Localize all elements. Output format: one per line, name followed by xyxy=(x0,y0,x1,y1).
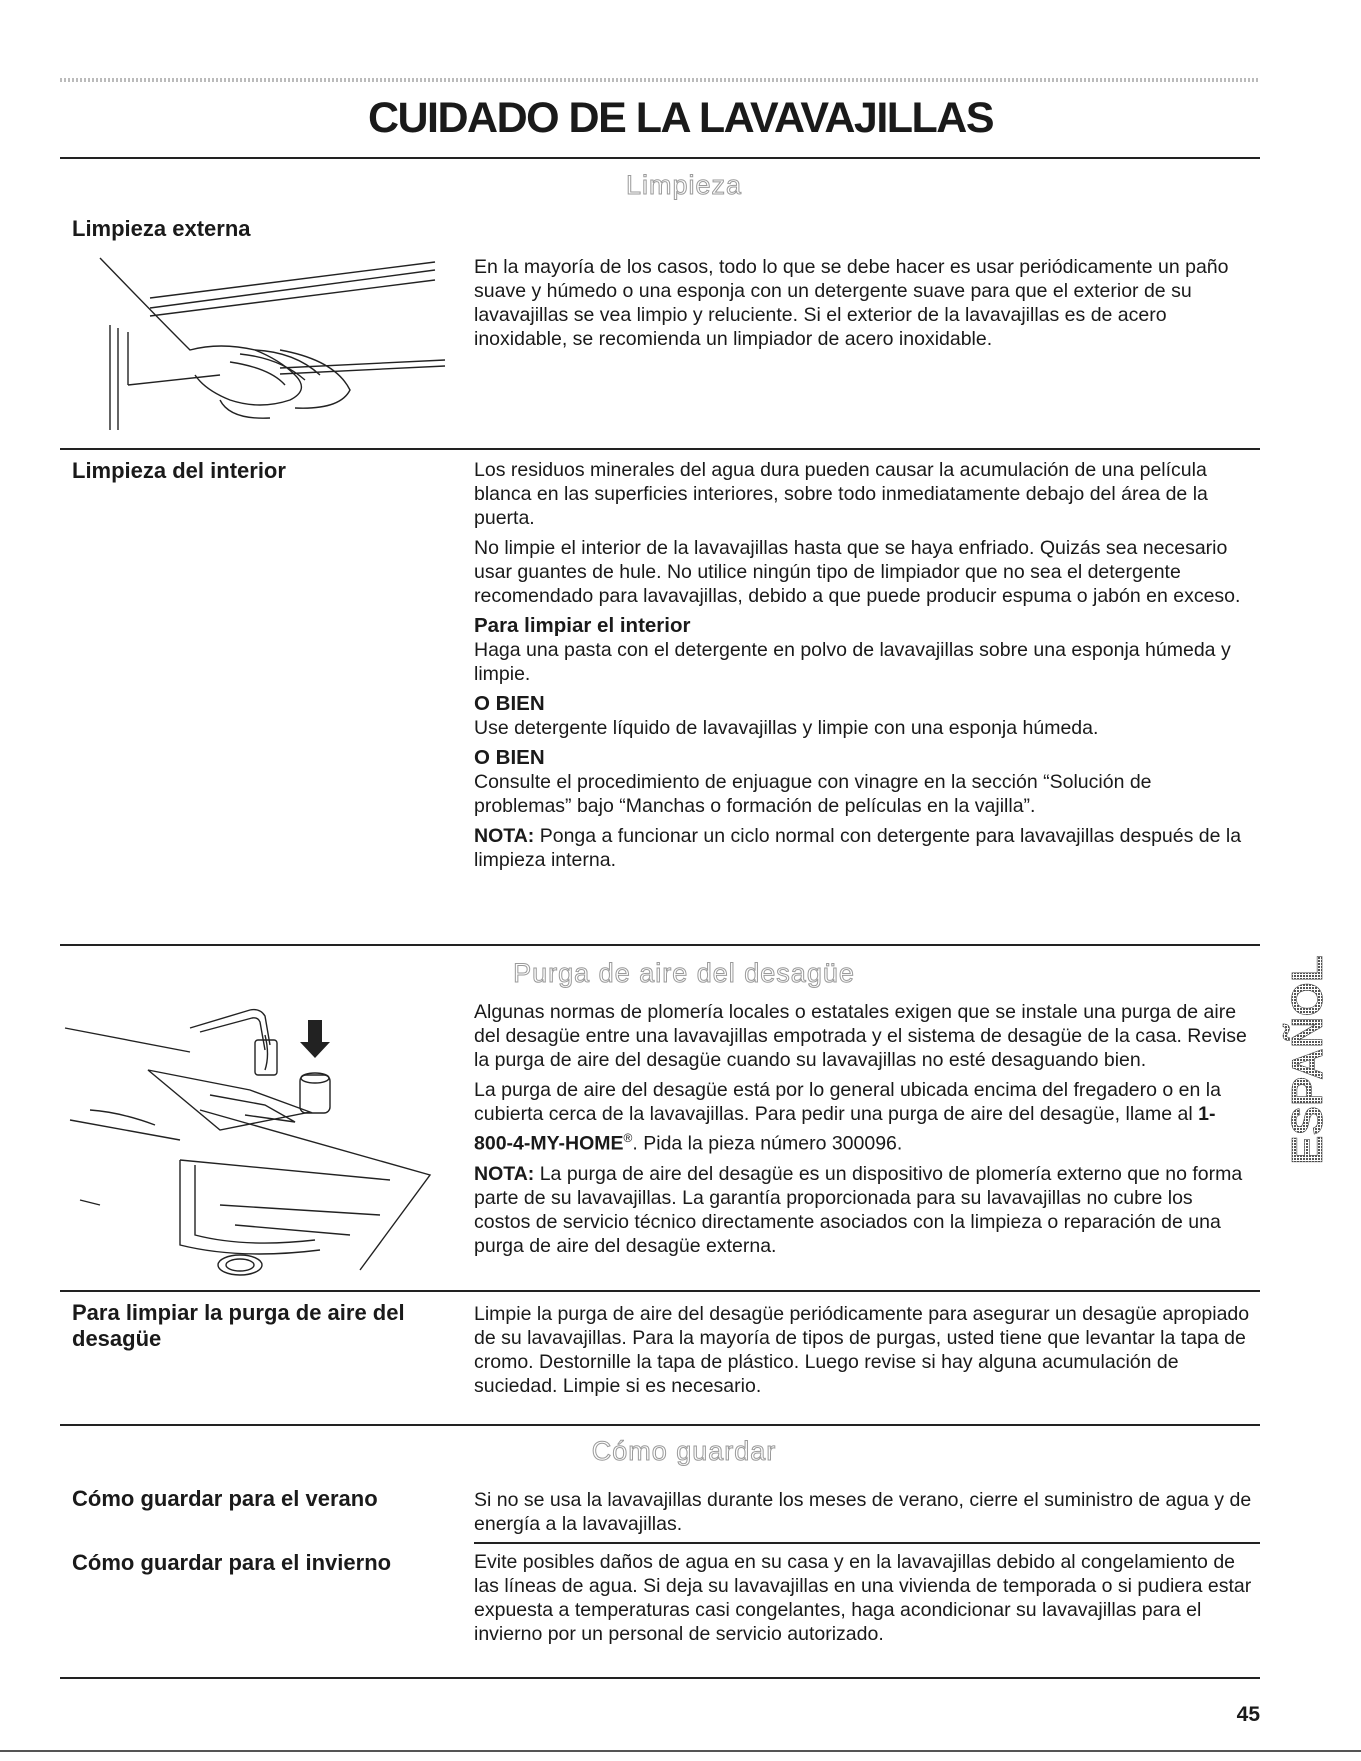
divider xyxy=(60,1290,1260,1292)
o-bien: O BIEN xyxy=(474,746,545,769)
page-number: 45 xyxy=(1236,1703,1260,1726)
paragraph: Consulte el procedimiento de enjuague con vinagre en la sección “Solución de problemas” bajo “Manchas o formación de películas en la vajilla”. xyxy=(474,771,1152,817)
paragraph: Los residuos minerales del agua dura pueden causar la acumulación de una película blanca en las superficies interiores, sobre todo inmediatamente debajo del área de la puerta. xyxy=(474,459,1208,529)
paragraph: Algunas normas de plomería locales o estatales exigen que se instale una purga de aire del desagüe entre una lavavajillas empotrada y el sistema de desagüe de la casa. Revise la purga de aire del desagüe cuando su lavavajillas no esté desaguando bien. xyxy=(474,1001,1247,1071)
faucet-sink-air-gap-illustration xyxy=(60,1000,450,1285)
down-arrow-icon xyxy=(300,1020,330,1058)
paragraph xyxy=(474,1078,1254,1156)
paragraph: Evite posibles daños de agua en su casa y en la lavavajillas debido al congelamiento de las líneas de agua. Si deja su lavavajillas en una vivienda de temporada o si pudiera estar expuesta a temperaturas casi congelantes, haga acondicionar su lavavajillas para el invierno por un personal de servicio autorizado. xyxy=(474,1551,1252,1645)
divider xyxy=(474,1542,1260,1544)
label-limpiar-purga: Para limpiar la purga de aire del desagüe xyxy=(72,1300,405,1351)
label-guardar-invierno: Cómo guardar para el invierno xyxy=(72,1550,392,1575)
title-divider xyxy=(60,157,1260,159)
section-title-guardar: Cómo guardar xyxy=(591,1436,777,1466)
divider xyxy=(60,1424,1260,1426)
text-limpieza-externa xyxy=(474,255,1254,357)
top-dotted-rule xyxy=(60,78,1260,82)
sub-heading: Para limpiar el interior xyxy=(474,614,691,637)
divider xyxy=(60,448,1260,450)
text-part: La purga de aire del desagüe está por lo general ubicada encima del fregadero o en la cubierta cerca de la lavavajillas. Para pedir una purga de aire del desagüe, llame al xyxy=(474,1079,1221,1125)
section-title-limpieza: Limpieza xyxy=(625,170,743,200)
paragraph: Si no se usa la lavavajillas durante los meses de verano, cierre el suministro de agua y de energía a la lavavajillas. xyxy=(474,1489,1252,1535)
hand-wiping-illustration xyxy=(80,250,450,435)
nota-text: La purga de aire del desagüe es un dispositivo de plomería externo que no forma parte de su lavavajillas. La garantía proporcionada para su lavavajillas no cubre los costos de servicio técnico directamente asociados con la limpieza o reparación de una purga de aire del desagüe externa. xyxy=(474,1162,1243,1257)
paragraph: No limpie el interior de la lavavajillas hasta que se haya enfriado. Quizás sea necesario usar guantes de hule. No utilice ningún tipo de limpiador que no sea el detergente recomendado para lavavajillas, debido a que puede producir espuma o jabón en exceso. xyxy=(474,537,1241,607)
side-tab-text: ESPAÑOL xyxy=(1283,955,1332,1165)
text-part: . Pida la pieza número 300096. xyxy=(632,1132,903,1155)
divider xyxy=(60,1677,1260,1679)
text-guardar-verano xyxy=(474,1488,1254,1542)
nota-label: NOTA: xyxy=(474,825,535,847)
label-guardar-verano: Cómo guardar para el verano xyxy=(72,1486,378,1511)
nota-text: Ponga a funcionar un ciclo normal con detergente para lavavajillas después de la limpieza interna. xyxy=(474,825,1242,871)
paragraph: Haga una pasta con el detergente en polvo de lavavajillas sobre una esponja húmeda y limpie. xyxy=(474,639,1231,685)
text-limpiar-purga xyxy=(474,1302,1254,1404)
paragraph: En la mayoría de los casos, todo lo que se debe hacer es usar periódicamente un paño suave y húmedo o una esponja con un detergente suave para que el exterior de su lavavajillas se vea limpio y reluciente. Si el exterior de la lavavajillas es de acero inoxidable, se recomienda un limpiador de acero inoxidable. xyxy=(474,256,1229,350)
text-guardar-invierno xyxy=(474,1550,1254,1652)
registered-mark: ® xyxy=(623,1131,633,1145)
label-limpieza-externa: Limpieza externa xyxy=(72,216,251,241)
side-tab-espanol xyxy=(1282,905,1332,1215)
nota-label: NOTA: xyxy=(474,1162,535,1185)
nota xyxy=(474,1162,1254,1258)
o-bien: O BIEN xyxy=(474,692,545,715)
label-limpieza-interior: Limpieza del interior xyxy=(72,458,286,483)
paragraph: Limpie la purga de aire del desagüe periódicamente para asegurar un desagüe apropiado de su lavavajillas. Para la mayoría de tipos de purgas, usted tiene que levantar la tapa de cromo. Destornille la tapa de plástico. Luego revise si hay alguna acumulación de suciedad. Limpie si es necesario. xyxy=(474,1303,1250,1397)
section-title-purga: Purga de aire del desagüe xyxy=(513,958,855,988)
text-purga xyxy=(474,1000,1254,1264)
divider xyxy=(60,944,1260,946)
bottom-edge xyxy=(0,1750,1361,1752)
phone-number: 1-800-4-MY-HOME xyxy=(474,1103,1216,1155)
text-limpieza-interior xyxy=(474,458,1254,878)
paragraph: Use detergente líquido de lavavajillas y limpie con una esponja húmeda. xyxy=(474,717,1099,739)
page-title: CUIDADO DE LA LAVAVAJILLAS xyxy=(367,94,994,142)
nota xyxy=(474,824,1254,872)
